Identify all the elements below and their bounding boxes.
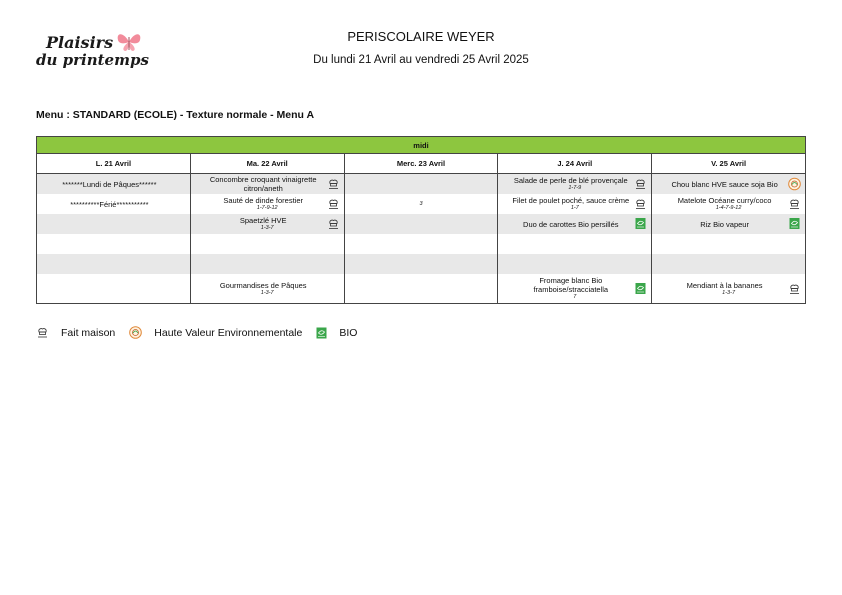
legend-item-hve: [129, 326, 302, 339]
allergen-codes: 1-3-7: [722, 289, 736, 296]
allergen-codes: 3: [419, 200, 423, 207]
menu-cell: [344, 254, 498, 274]
legend-label: Haute Valeur Environnementale: [154, 326, 303, 339]
menu-cell: [190, 214, 344, 234]
menu-cell: [190, 194, 344, 214]
table-row: [37, 254, 806, 274]
menu-cell: [498, 254, 652, 274]
fait-maison-icon: [634, 178, 647, 191]
allergen-codes: 1-7: [570, 205, 579, 211]
page-title: PERISCOLAIRE WEYER: [347, 29, 495, 44]
table-row: [37, 234, 806, 254]
dish-name: Riz Bio vapeur: [700, 219, 749, 229]
day-header: J. 24 Avril: [498, 154, 652, 174]
logo: [36, 30, 156, 72]
dish-name: Matelote Océane curry/coco: [677, 196, 772, 205]
hve-icon: [129, 326, 148, 339]
allergen-codes: 7: [573, 294, 577, 300]
fait-maison-icon: [327, 178, 340, 191]
table-row: [37, 274, 806, 304]
dish-name: Chou blanc HVE sauce soja Bio: [671, 179, 778, 189]
menu-label: Menu : STANDARD (ECOLE) - Texture normale - Menu A: [36, 109, 315, 121]
legend: [36, 326, 371, 339]
dish-name: Mendiant à la bananes: [686, 280, 763, 290]
bio-icon: [788, 218, 801, 231]
menu-cell: [652, 174, 806, 195]
menu-cell: [652, 234, 806, 254]
legend-label: Fait maison: [61, 326, 116, 339]
fait-maison-icon: [788, 282, 801, 295]
bio-icon: [634, 218, 647, 231]
dish-name: Filet de poulet poché, sauce crème: [512, 196, 630, 205]
menu-cell: [190, 254, 344, 274]
allergen-codes: 1-7-9-12: [256, 205, 278, 211]
day-header: L. 21 Avril: [37, 154, 191, 174]
menu-cell: [37, 254, 191, 274]
menu-cell: [190, 274, 344, 304]
logo-line-1: Plaisirs: [46, 33, 114, 52]
day-header: V. 25 Avril: [652, 154, 806, 174]
fait-maison-icon: [634, 198, 647, 211]
dish-name: **********Férié***********: [70, 199, 149, 209]
dish-name: Concombre croquant vinaigrette citron/aneth: [209, 175, 317, 193]
logo-line-2: du printemps: [36, 51, 149, 69]
menu-cell: [652, 274, 806, 304]
table-row: [37, 214, 806, 234]
allergen-codes: 1-3-7: [260, 225, 274, 231]
legend-label: BIO: [339, 326, 358, 339]
fait-maison-icon: [327, 198, 340, 211]
fait-maison-icon: [327, 218, 340, 231]
day-header: Ma. 22 Avril: [190, 154, 344, 174]
menu-cell: [37, 214, 191, 234]
menu-cell: [498, 214, 652, 234]
menu-cell: [498, 174, 652, 195]
dish-name: Gourmandises de Pâques: [219, 280, 307, 290]
dish-name: *******Lundi de Pâques******: [62, 179, 157, 189]
fait-maison-icon: [788, 198, 801, 211]
hve-icon: [788, 178, 801, 191]
menu-cell: [344, 234, 498, 254]
legend-item-fait-maison: [36, 326, 115, 339]
dish-name: Salade de perle de blé provençale: [513, 176, 628, 185]
menu-cell: [498, 234, 652, 254]
menu-cell: [37, 234, 191, 254]
table-row: [37, 194, 806, 214]
menu-cell: [37, 174, 191, 195]
menu-cell: [37, 274, 191, 304]
fait-maison-icon: [36, 326, 55, 339]
menu-cell: [498, 274, 652, 304]
menu-cell: [652, 194, 806, 214]
dish-name: Sauté de dinde forestier: [223, 196, 304, 205]
legend-item-bio: [316, 327, 357, 339]
bio-icon: [316, 327, 333, 339]
dish-name: Fromage blanc Bio framboise/stracciatella: [533, 276, 609, 294]
menu-cell: [190, 174, 344, 195]
bio-icon: [634, 282, 647, 295]
menu-cell: [37, 194, 191, 214]
menu-cell: [190, 234, 344, 254]
menu-body: [37, 174, 806, 304]
date-range: Du lundi 21 Avril au vendredi 25 Avril 2025: [313, 54, 529, 66]
menu-cell: [652, 214, 806, 234]
menu-cell: [344, 214, 498, 234]
day-header-row: [37, 154, 806, 174]
table-row: [37, 174, 806, 195]
menu-cell: [344, 174, 498, 195]
meal-label: midi: [37, 137, 806, 154]
day-header: Merc. 23 Avril: [344, 154, 498, 174]
menu-cell: [344, 274, 498, 304]
menu-cell: [652, 254, 806, 274]
allergen-codes: 1-4-7-9-12: [715, 205, 742, 211]
allergen-codes: 1-3-7: [260, 289, 274, 296]
menu-cell: [344, 194, 498, 214]
dish-name: Spaetzlé HVE: [239, 216, 287, 225]
meal-header-row: [37, 137, 806, 154]
allergen-codes: 1-7-9: [568, 185, 582, 191]
menu-table: [36, 136, 806, 304]
menu-cell: [498, 194, 652, 214]
dish-name: Duo de carottes Bio persillés: [523, 219, 619, 229]
